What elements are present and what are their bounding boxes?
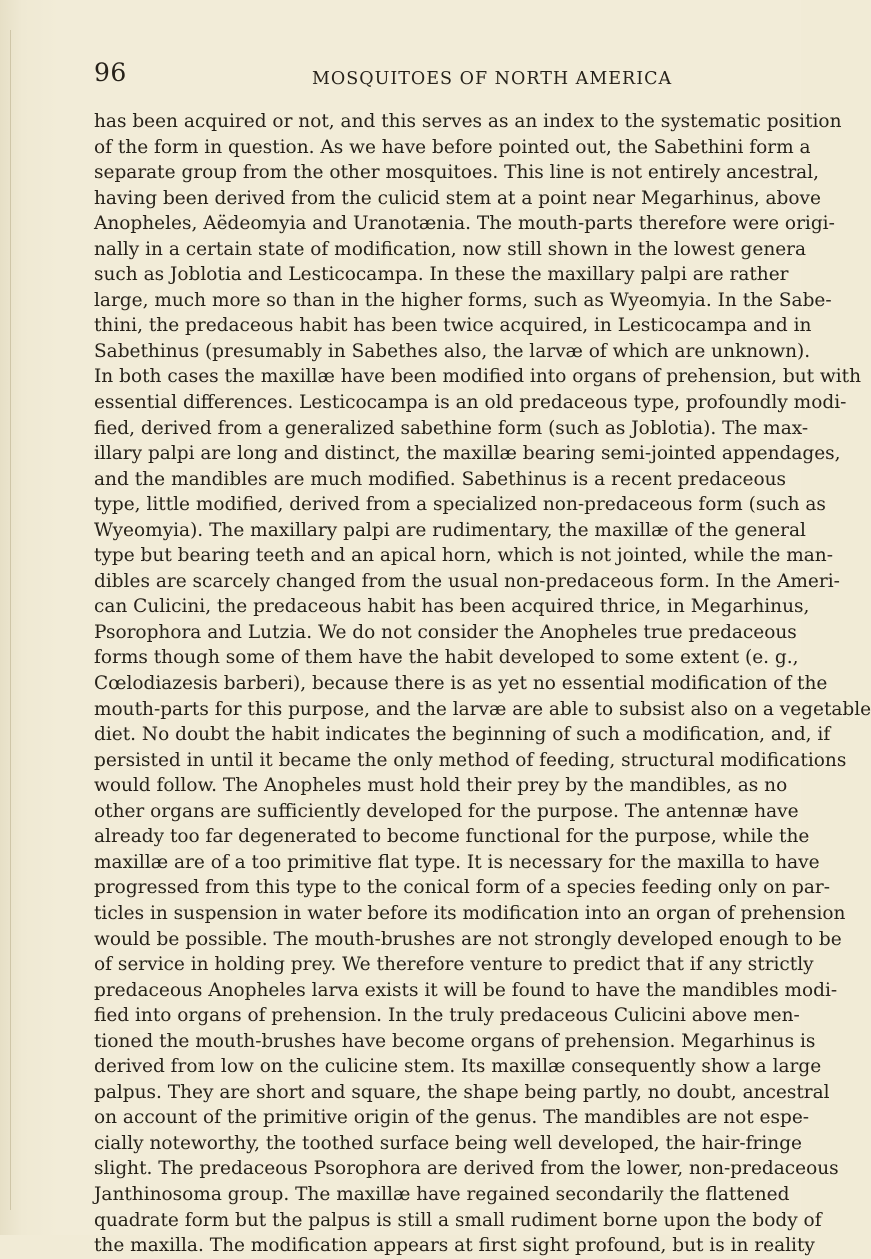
text-line: such as Joblotia and Lesticocampa. In these the maxillary palpi are rather xyxy=(94,264,789,286)
text-line: illary palpi are long and distinct, the maxillæ bearing semi-jointed appendages, xyxy=(94,443,841,465)
text-line: would be possible. The mouth-brushes are not strongly developed enough to be xyxy=(94,928,842,950)
text-line: separate group from the other mosquitoes. This line is not entirely ancestral, xyxy=(94,162,820,184)
text-line: nally in a certain state of modification, now still shown in the lowest genera xyxy=(94,238,807,260)
text-line: progressed from this type to the conical form of a species feeding only on par- xyxy=(94,877,830,899)
text-line: palpus. They are short and square, the shape being partly, no doubt, ancestral xyxy=(94,1081,830,1103)
text-line: Cœlodiazesis barberi), because there is as yet no essential modification of the xyxy=(94,673,828,695)
text-line: and the mandibles are much modified. Sabethinus is a recent predaceous xyxy=(94,468,786,490)
text-line: fied, derived from a generalized sabethine form (such as Joblotia). The max- xyxy=(94,417,809,439)
text-line: dibles are scarcely changed from the usual non-predaceous form. In the Ameri- xyxy=(94,570,840,592)
text-line: of the form in question. As we have before pointed out, the Sabethini form a xyxy=(94,136,811,158)
text-line: the maxilla. The modification appears at first sight profound, but is in reality xyxy=(94,1235,815,1257)
page-header xyxy=(0,58,801,98)
text-line: Janthinosoma group. The maxillæ have regained secondarily the flattened xyxy=(94,1183,790,1205)
text-line: Anopheles, Aëdeomyia and Uranotænia. The mouth-parts therefore were origi- xyxy=(94,213,835,235)
text-line: already too far degenerated to become functional for the purpose, while the xyxy=(94,826,810,848)
text-line: slight. The predaceous Psorophora are derived from the lower, non-predaceous xyxy=(94,1158,839,1180)
text-line: predaceous Anopheles larva exists it will be found to have the mandibles modi- xyxy=(94,979,838,1001)
text-line: has been acquired or not, and this serves as an index to the systematic position xyxy=(94,111,842,132)
page-number: 96 xyxy=(94,58,127,87)
text-line: on account of the primitive origin of the genus. The mandibles are not espe- xyxy=(94,1107,810,1129)
text-line: fied into organs of prehension. In the truly predaceous Culicini above men- xyxy=(94,1005,800,1027)
text-line: tioned the mouth-brushes have become organs of prehension. Megarhinus is xyxy=(94,1030,816,1052)
text-line: ticles in suspension in water before its modification into an organ of prehension xyxy=(94,902,846,924)
text-line: would follow. The Anopheles must hold their prey by the mandibles, as no xyxy=(94,775,788,797)
text-line: essential differences. Lesticocampa is an old predaceous type, profoundly modi- xyxy=(94,392,847,414)
text-line: derived from low on the culicine stem. Its maxillæ consequently show a large xyxy=(94,1056,822,1078)
text-line: diet. No doubt the habit indicates the beginning of such a modification, and, if xyxy=(94,724,831,746)
text-line: type, little modified, derived from a specialized non-predaceous form (such as xyxy=(94,494,826,516)
text-line: persisted in until it became the only method of feeding, structural modifications xyxy=(94,749,847,771)
text-line: of service in holding prey. We therefore venture to predict that if any strictly xyxy=(94,954,814,976)
text-line: cially noteworthy, the toothed surface being well developed, the hair-fringe xyxy=(94,1132,802,1154)
page-gutter xyxy=(10,30,11,1210)
text-line: can Culicini, the predaceous habit has been acquired thrice, in Megarhinus, xyxy=(94,596,810,618)
text-line: In both cases the maxillæ have been modified into organs of prehension, but with xyxy=(94,366,862,388)
text-line: having been derived from the culicid stem at a point near Megarhinus, above xyxy=(94,187,821,209)
text-line: Wyeomyia). The maxillary palpi are rudimentary, the maxillæ of the general xyxy=(94,519,806,541)
text-line: Psorophora and Lutzia. We do not consider the Anopheles true predaceous xyxy=(94,621,797,643)
body-text xyxy=(94,109,871,1259)
text-line: thini, the predaceous habit has been twice acquired, in Lesticocampa and in xyxy=(94,315,812,337)
text-line: other organs are sufficiently developed for the purpose. The antennæ have xyxy=(94,800,799,822)
text-line: Sabethinus (presumably in Sabethes also, the larvæ of which are unknown). xyxy=(94,340,811,362)
running-title: MOSQUITOES OF NORTH AMERICA xyxy=(312,69,673,89)
text-line: large, much more so than in the higher forms, such as Wyeomyia. In the Sabe- xyxy=(94,289,832,311)
text-line: type but bearing teeth and an apical horn, which is not jointed, while the man- xyxy=(94,545,833,567)
text-line: maxillæ are of a too primitive flat type. It is necessary for the maxilla to have xyxy=(94,851,820,873)
text-line: quadrate form but the palpus is still a small rudiment borne upon the body of xyxy=(94,1209,822,1231)
text-line: forms though some of them have the habit developed to some extent (e. g., xyxy=(94,647,799,669)
text-line: mouth-parts for this purpose, and the larvæ are able to subsist also on a vegetable xyxy=(94,698,871,720)
